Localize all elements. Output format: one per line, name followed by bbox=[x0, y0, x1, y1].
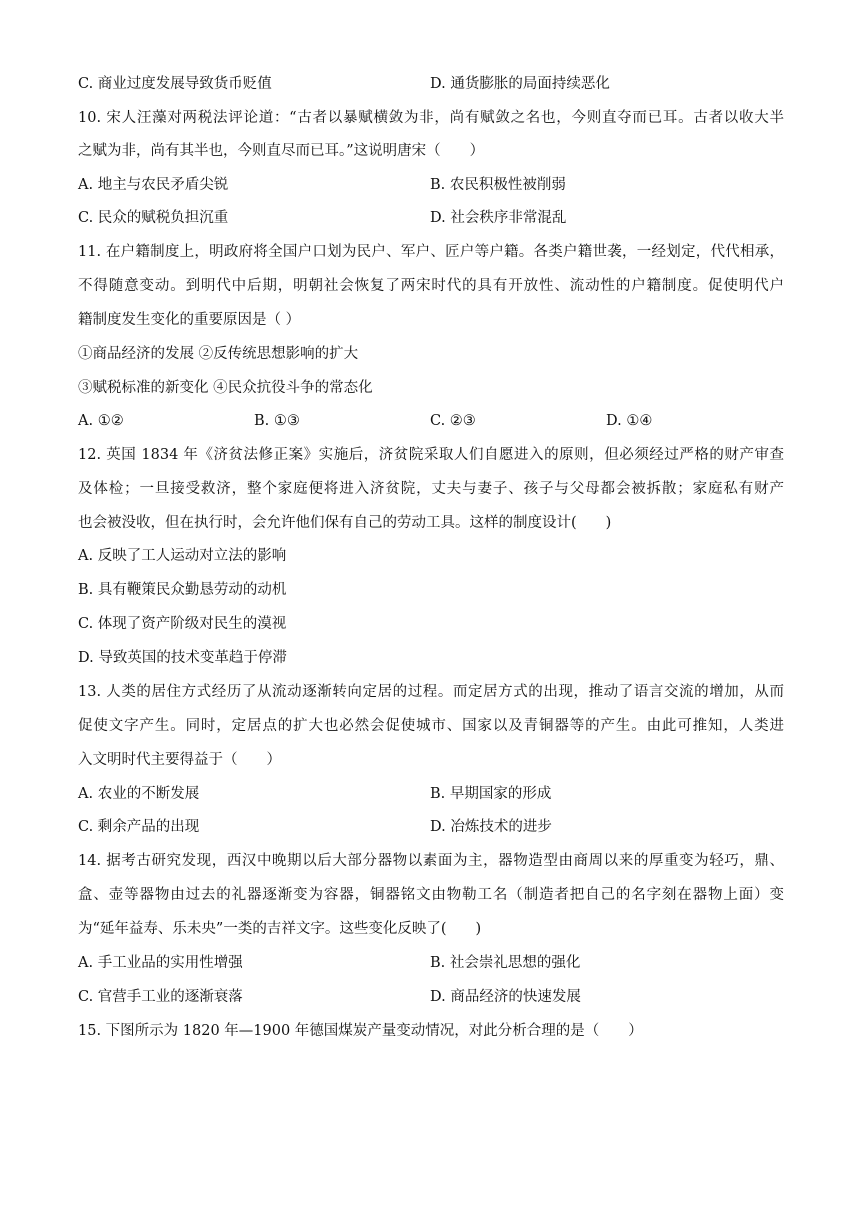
q14-option-a: A. 手工业品的实用性增强 bbox=[78, 955, 243, 971]
q14-option-d: D. 商品经济的快速发展 bbox=[430, 989, 581, 1005]
q12-stem-line-3: 也会被没收，但在执行时，会允许他们保有自己的劳动工具。这样的制度设计( ) bbox=[78, 515, 612, 531]
q11-option-a: A. ①② bbox=[78, 413, 124, 429]
q10-option-b: B. 农民积极性被削弱 bbox=[430, 177, 566, 193]
q11-stem-line-1: 11. 在户籍制度上，明政府将全国户口划为民户、军户、匠户等户籍。各类户籍世袭，一经划定，代代相承， bbox=[78, 244, 784, 260]
q13-stem-line-1: 13. 人类的居住方式经历了从流动逐渐转向定居的过程。而定居方式的出现，推动了语言交流的增加，从而 bbox=[78, 684, 784, 700]
q13-option-c: C. 剩余产品的出现 bbox=[78, 819, 200, 835]
q10-stem-line-2: 之赋为非，尚有其半也，今则直尽而已耳。”这说明唐宋（ ） bbox=[78, 143, 485, 159]
q13-stem-line-2: 促使文字产生。同时，定居点的扩大也必然会促使城市、国家以及青铜器等的产生。由此可推知，人类进 bbox=[78, 718, 784, 734]
q10-stem-line-1: 10. 宋人汪藻对两税法评论道：“古者以暴赋横敛为非，尚有赋敛之名也，今则直夺而已耳。古者以收大半 bbox=[78, 110, 784, 126]
q11-stem-line-3: 籍制度发生变化的重要原因是（ ） bbox=[78, 312, 301, 328]
q12-option-d: D. 导致英国的技术变革趋于停滞 bbox=[78, 650, 287, 666]
q12-option-a: A. 反映了工人运动对立法的影响 bbox=[78, 548, 287, 564]
q13-stem-line-3: 入文明时代主要得益于（ ） bbox=[78, 752, 281, 768]
q11-items-1-2: ①商品经济的发展 ②反传统思想影响的扩大 bbox=[78, 346, 359, 362]
q9-option-c: C. 商业过度发展导致货币贬值 bbox=[78, 76, 272, 92]
q14-stem-line-3: 为“延年益寿、乐未央”一类的吉祥文字。这些变化反映了( ) bbox=[78, 921, 482, 937]
q14-option-b: B. 社会崇礼思想的强化 bbox=[430, 955, 581, 971]
q14-stem-line-2: 盒、壶等器物由过去的礼器逐渐变为容器，铜器铭文由物勒工名（制造者把自己的名字刻在器物上面）变 bbox=[78, 887, 784, 903]
q10-option-a: A. 地主与农民矛盾尖锐 bbox=[78, 177, 229, 193]
q15-stem-line-1: 15. 下图所示为 1820 年—1900 年德国煤炭产量变动情况，对此分析合理的是（ ） bbox=[78, 1023, 643, 1039]
q9-option-d: D. 通货膨胀的局面持续恶化 bbox=[430, 76, 610, 92]
q12-stem-line-1: 12. 英国 1834 年《济贫法修正案》实施后，济贫院采取人们自愿进入的原则，但必须经过严格的财产审查 bbox=[78, 447, 784, 463]
q12-option-c: C. 体现了资产阶级对民生的漠视 bbox=[78, 616, 287, 632]
q11-option-c: C. ②③ bbox=[430, 413, 476, 429]
q13-option-d: D. 冶炼技术的进步 bbox=[430, 819, 552, 835]
q13-option-b: B. 早期国家的形成 bbox=[430, 786, 552, 802]
q13-option-a: A. 农业的不断发展 bbox=[78, 786, 200, 802]
q11-option-b: B. ①③ bbox=[254, 413, 300, 429]
q12-option-b: B. 具有鞭策民众勤恳劳动的动机 bbox=[78, 582, 287, 598]
q14-stem-line-1: 14. 据考古研究发现，西汉中晚期以后大部分器物以素面为主，器物造型由商周以来的厚重变为轻巧，鼎、 bbox=[78, 853, 784, 869]
q11-items-3-4: ③赋税标准的新变化 ④民众抗役斗争的常态化 bbox=[78, 380, 373, 396]
q10-option-c: C. 民众的赋税负担沉重 bbox=[78, 210, 229, 226]
q11-option-d: D. ①④ bbox=[606, 413, 653, 429]
q12-stem-line-2: 及体检；一旦接受救济，整个家庭便将进入济贫院，丈夫与妻子、孩子与父母都会被拆散；家庭私有财产 bbox=[78, 481, 784, 497]
q10-option-d: D. 社会秩序非常混乱 bbox=[430, 210, 567, 226]
q11-stem-line-2: 不得随意变动。到明代中后期，明朝社会恢复了两宋时代的具有开放性、流动性的户籍制度。促使明代户 bbox=[78, 278, 784, 294]
q14-option-c: C. 官营手工业的逐渐衰落 bbox=[78, 989, 243, 1005]
